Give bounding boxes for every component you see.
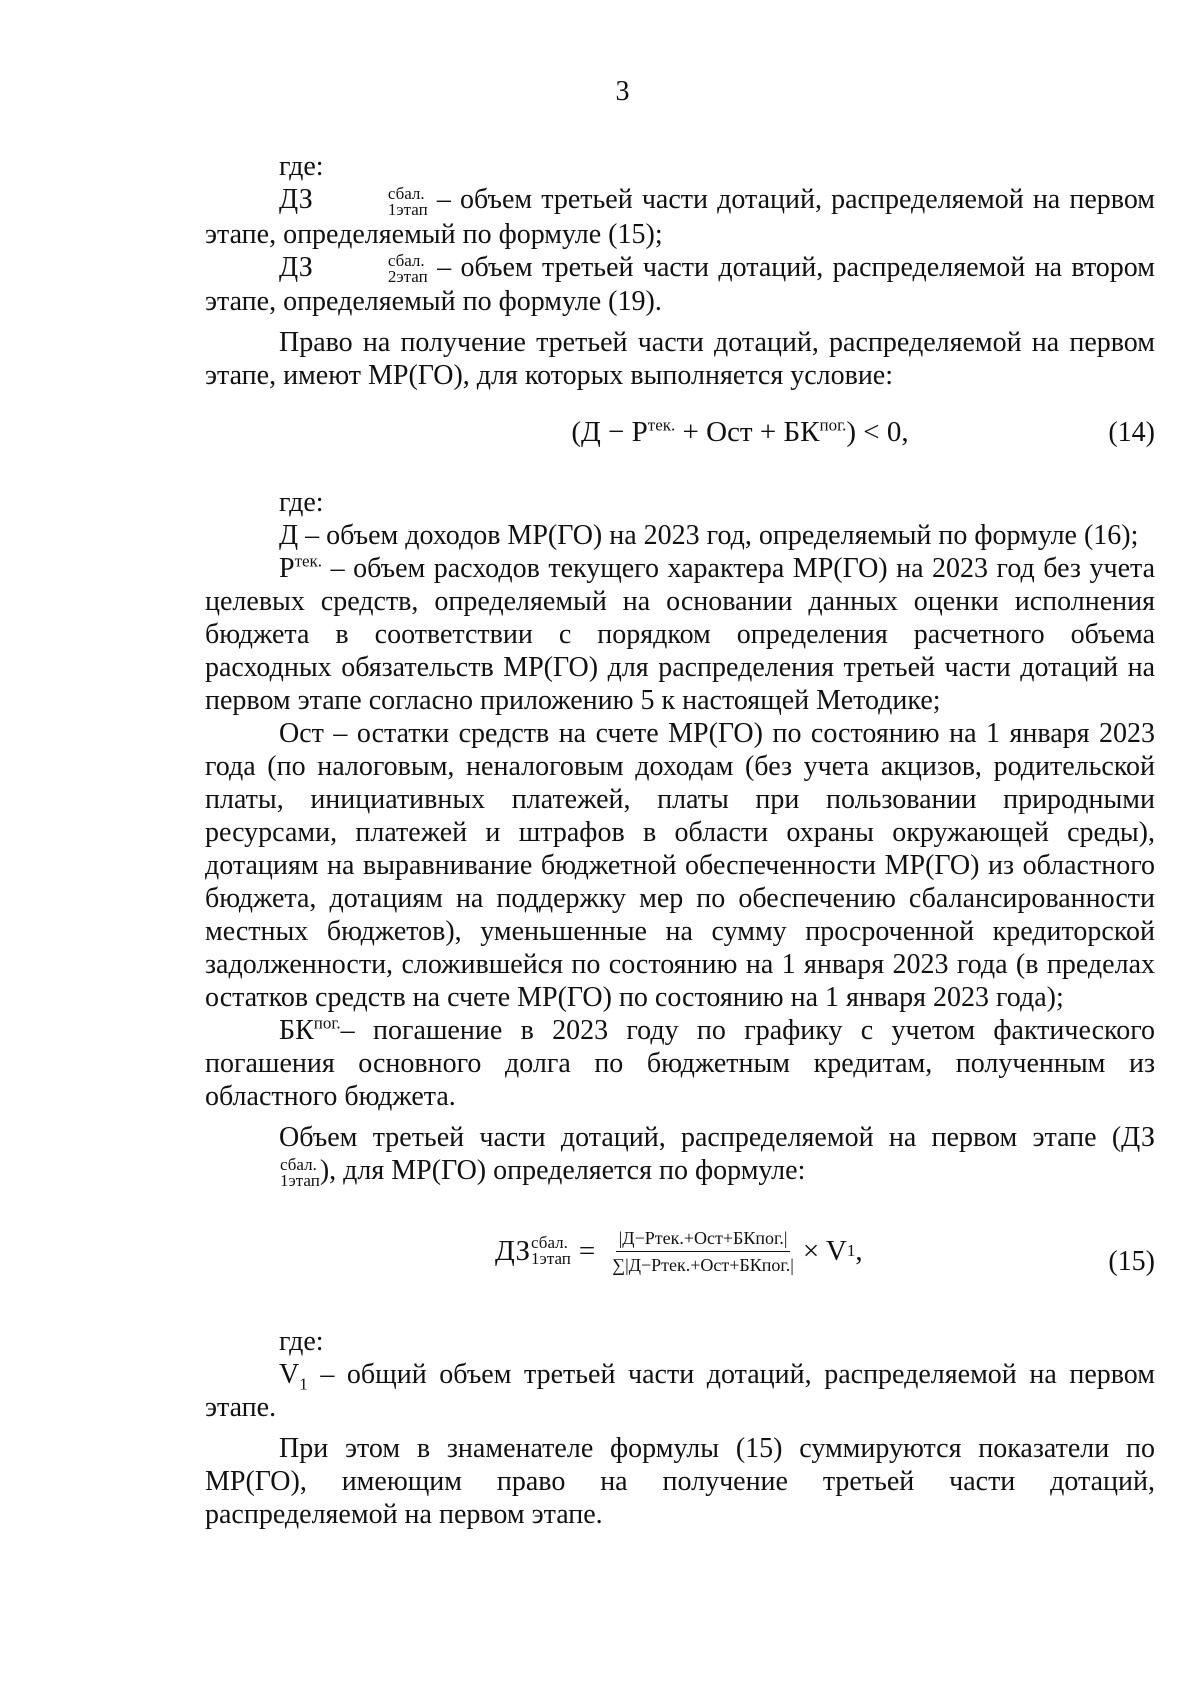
formula-14-expression [205, 416, 1155, 449]
definition-bk [205, 1014, 1155, 1113]
v-sub: 1 [299, 1374, 308, 1394]
volume-sup: сбал. [280, 1154, 317, 1174]
f15-lhs-indices [531, 1235, 571, 1267]
r-text: – объем расходов текущего характера МР(ГО) на 2023 год без учета целевых средств, определяемый на основании данных оценки исполнения бюджета в соответствии с порядком определения расчетного объема расходных обязательств МР(ГО) для распределения третьей части дотаций на первом этапе согласно приложению 5 к настоящей Методике; [205, 553, 1155, 717]
dz1-sub: 1этап [387, 199, 428, 219]
f15-lhs-sup: сбал. [531, 1233, 568, 1253]
f14-part2: + Ост + БК [675, 416, 820, 449]
dz2-sup: сбал. [387, 251, 425, 271]
f15-times: × V [802, 1234, 847, 1267]
f15-comma: , [855, 1234, 863, 1267]
dz2-symbol: ДЗ [279, 251, 313, 283]
f14-sup1: тек. [647, 415, 676, 435]
paragraph-right: Право на получение третьей части дотаций, распределяемой на первом этапе, имеют МР(ГО), для которых выполняется условие: [205, 327, 1155, 392]
paragraph-gde-2: где: [279, 487, 324, 519]
v-text: – общий объем третьей части дотаций, распределяемой на первом этапе. [205, 1358, 1155, 1423]
definition-dz1 [205, 183, 1155, 251]
volume-sub: 1этап [280, 1170, 320, 1190]
formula-15-number: (15) [1108, 1245, 1155, 1277]
f15-numerator: |Д−Ртек.+Ост+БКпог.| [616, 1227, 791, 1252]
page-number: 3 [615, 76, 630, 107]
f15-lhs: ДЗ [495, 1234, 531, 1267]
bk-text: – погашение в 2023 году по графику с учетом фактического погашения основного долга по бюджетным кредитам, полученным из областного бюджета. [205, 1015, 1155, 1113]
f14-part3: ) < 0, [846, 416, 909, 449]
formula-15 [205, 1217, 1155, 1307]
definition-d: Д – объем доходов МР(ГО) на 2023 год, определяемый по формуле (16); [279, 520, 1139, 552]
dz1-indices [314, 183, 428, 219]
f14-part1: (Д − Р [571, 416, 648, 449]
bk-sup: пог. [313, 1013, 341, 1033]
f15-fraction [609, 1227, 797, 1276]
volume-tail: ), для МР(ГО) определяется по формуле: [319, 1155, 806, 1187]
formula-14 [205, 404, 1155, 466]
volume-indices [206, 1154, 320, 1190]
v-symbol: V [279, 1358, 300, 1390]
dz1-symbol: ДЗ [279, 184, 313, 215]
formula-15-expression: ДЗ сбал. 1этап = $\frac{\text{|Д−Ртек.+Ост+БКпог.|}}{\text{∑|Д−Ртек.+Ост+БКпог.|}}$ × V 1 , [495, 1227, 863, 1275]
dz1-sup: сбал. [387, 183, 425, 203]
f14-sup2: пог. [819, 415, 847, 435]
dz2-indices [314, 253, 428, 285]
f15-equals: = [578, 1234, 596, 1267]
volume-text: Объем третьей части дотаций, распределяемой на первом этапе (ДЗ [279, 1122, 1155, 1154]
dz2-sub: 2этап [387, 267, 428, 287]
document-body [205, 150, 1155, 1531]
r-sup: тек. [294, 551, 323, 571]
definition-dz2 [205, 251, 1155, 319]
formula-14-number: (14) [1108, 417, 1155, 449]
paragraph-gde-3: где: [279, 1325, 324, 1357]
definition-ost: Ост – остатки средств на счете МР(ГО) по состоянию на 1 января 2023 года (по налоговым, неналоговым доходам (без учета акцизов, родительской платы, инициативных платежей, платы при пользовании природными ресурсами, платежей и штрафов в области охраны окружающей среды), дотациям на выравнивание бюджетной обеспеченности МР(ГО) из областного бюджета, дотациям на поддержку мер по обеспечению сбалансированности местных бюджетов), уменьшенные на сумму просроченной кредиторской задолженности, сложившейся по состоянию на 1 января 2023 года (в пределах остатков средств на счете МР(ГО) по состоянию на 1 января 2023 года); [205, 718, 1155, 1014]
f15-lhs-sub: 1этап [531, 1249, 571, 1269]
dz2-text: – объем третьей части дотаций, распределяемой на втором этапе, определяемый по формуле (19). [205, 251, 1155, 318]
definition-r [205, 552, 1155, 717]
definition-v1 [205, 1358, 1155, 1424]
bk-symbol: БК [279, 1015, 314, 1047]
dz1-text: – объем третьей части дотаций, распределяемой на первом этапе, определяемый по формуле (15); [205, 184, 1155, 250]
paragraph-volume [205, 1121, 1155, 1189]
paragraph-gde: где: [279, 151, 324, 182]
r-symbol: Р [279, 553, 295, 585]
f15-denominator: ∑|Д−Ртек.+Ост+БКпог.| [612, 1254, 794, 1275]
paragraph-final: При этом в знаменателе формулы (15) суммируются показатели по МР(ГО), имеющим право на получение третьей части дотаций, распределяемой на первом этапе. [205, 1432, 1155, 1530]
